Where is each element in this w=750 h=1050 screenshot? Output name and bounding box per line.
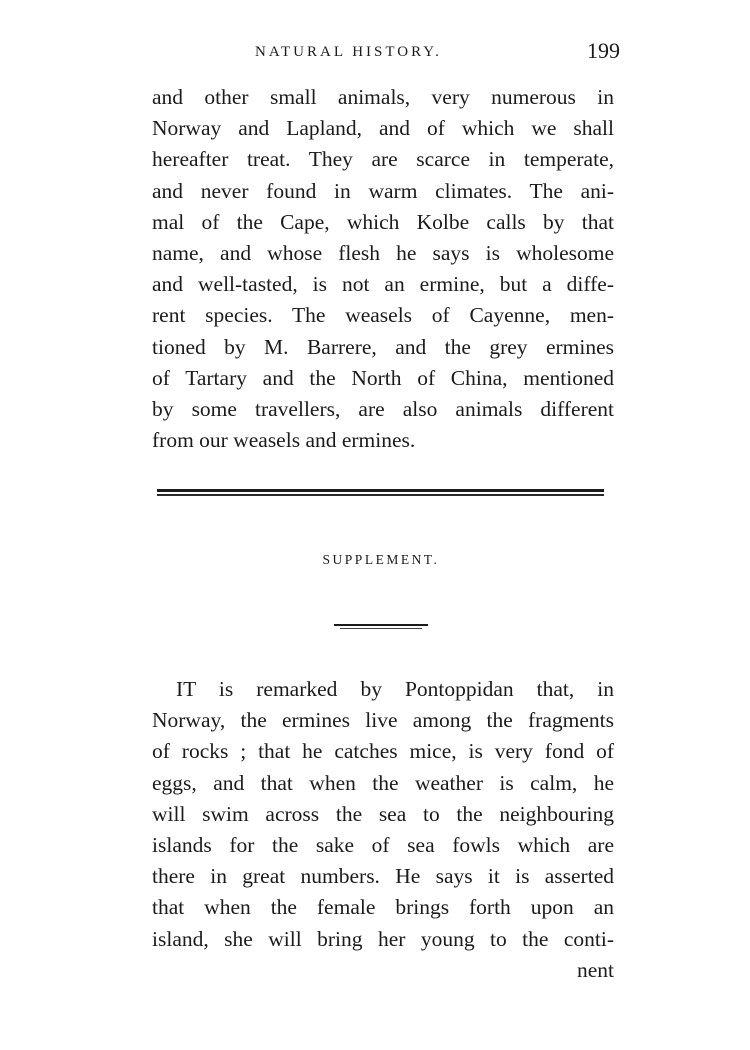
catchword: nent xyxy=(576,958,614,982)
text-line: rent species. The weasels of Cayenne, men- xyxy=(152,303,614,328)
text-line: hereafter treat. They are scarce in temperate, xyxy=(152,147,614,172)
text-line: tioned by M. Barrere, and the grey ermines xyxy=(152,334,614,359)
text-line: and never found in warm climates. The ani- xyxy=(152,178,614,203)
text-line: mal of the Cape, which Kolbe calls by that xyxy=(152,209,614,234)
text-line: will swim across the sea to the neighbouring xyxy=(152,801,614,826)
text-line: eggs, and that when the weather is calm, he xyxy=(152,770,614,795)
section-heading: SUPPLEMENT. xyxy=(322,552,440,567)
heading-ornament-rule xyxy=(334,624,428,630)
rule-line xyxy=(157,489,604,492)
text-line: Norway and Lapland, and of which we shall xyxy=(152,116,614,141)
text-line: there in great numbers. He says it is asserted xyxy=(152,864,614,889)
rule-line xyxy=(157,494,604,496)
text-line: islands for the sake of sea fowls which are xyxy=(152,832,614,857)
paragraph-continued xyxy=(152,82,614,456)
text-line: island, she will bring her young to the conti- xyxy=(152,926,614,951)
text-line: from our weasels and ermines. xyxy=(152,428,416,453)
text-line: and other small animals, very numerous in xyxy=(152,85,614,109)
text-line: name, and whose flesh he says is wholesome xyxy=(152,240,614,265)
running-title: NATURAL HISTORY. xyxy=(255,44,442,60)
text-line: and well-tasted, is not an ermine, but a diffe- xyxy=(152,272,614,297)
text-line: of Tartary and the North of China, mentioned xyxy=(152,365,614,390)
running-head xyxy=(150,38,620,70)
text-line: by some travellers, are also animals different xyxy=(152,396,614,421)
rule-line xyxy=(340,628,422,629)
text-line: IT is remarked by Pontoppidan that, in xyxy=(176,677,614,701)
text-line: that when the female brings forth upon an xyxy=(152,895,614,920)
page-number: 199 xyxy=(587,38,620,63)
text-line: Norway, the ermines live among the fragments xyxy=(152,708,614,733)
supplement-paragraph xyxy=(152,674,614,955)
section-divider-double-rule xyxy=(157,489,604,498)
text-line: of rocks ; that he catches mice, is very fond of xyxy=(152,739,614,764)
rule-line xyxy=(334,624,428,626)
